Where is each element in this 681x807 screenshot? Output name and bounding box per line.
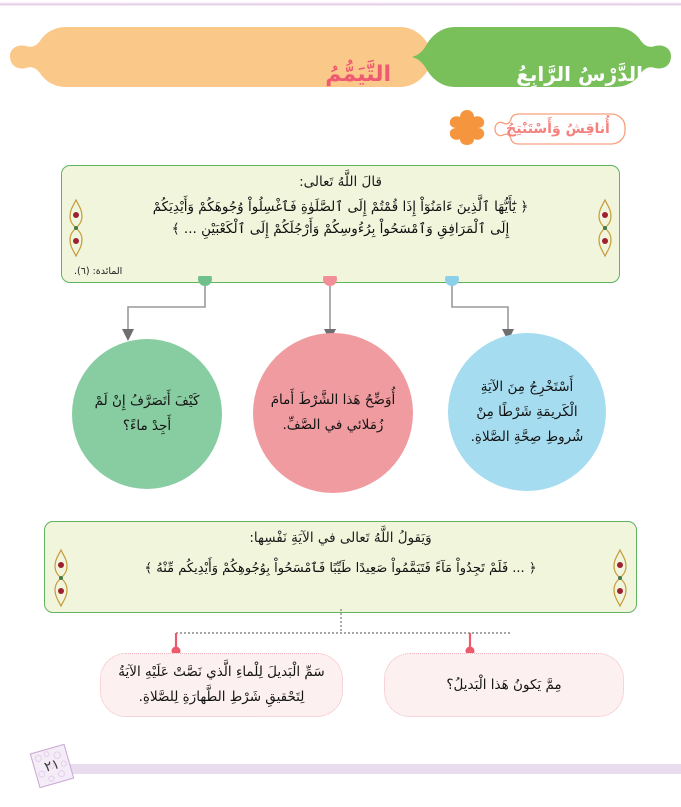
section-heading-discuss xyxy=(447,112,629,146)
lesson-title: التَّيَمُّمُ xyxy=(325,62,391,87)
connector-dot-pink xyxy=(323,276,337,286)
lesson-number-label: الدَّرْسُ الرَّابِعُ xyxy=(516,62,643,86)
connector-arrow-green xyxy=(122,329,134,341)
verse-citation: المائدة: (٦). xyxy=(74,266,123,277)
connector-dot-blue xyxy=(445,276,459,286)
footer-bar xyxy=(62,764,681,774)
connector-dot-green xyxy=(198,276,212,286)
task-box-substitute-source: مِمَّ يَكونُ هَذا الْبَديلُ؟ xyxy=(384,653,624,717)
verse-box-secondary xyxy=(44,521,637,613)
question-circle-blue: أَسْتَخْرِجُ مِنَ الآيَةِ الْكَريمَةِ شَرْطًا مِنْ شُروطِ صِحَّةِ الصَّلاةِ. xyxy=(448,333,606,491)
task-box-name-substitute: سَمِّ الْبَديلَ لِلْماءِ الَّذي نَصَّتْ عَلَيْهِ الآيَةُ لِتَحْقيقِ شَرْطِ الطَّهارَةِ لِلصَّلاةِ. xyxy=(100,653,343,717)
question-circle-green: كَيْفَ أَتَصَرَّفُ إِنْ لَمْ أَجِدْ ماءً؟ xyxy=(72,339,222,489)
page-number: ٢١ xyxy=(42,756,62,776)
page-number-badge xyxy=(30,744,75,789)
verse-intro-text: قالَ اللَّهُ تَعالى: xyxy=(299,174,382,190)
verse-line: ﴿ يَٰٓأَيُّهَا ٱلَّذِينَ ءَامَنُوٓاْ إِذَا قُمْتُمْ إِلَى ٱلصَّلَوٰةِ فَٱغْسِلُواْ وُجُوهَكُمْ وَأَيْدِيَكُمْ xyxy=(152,199,529,215)
verse-text-block xyxy=(62,196,619,240)
connector-group-bottom xyxy=(0,607,681,655)
verse-box-primary xyxy=(61,165,620,283)
quatrefoil-ornament-icon xyxy=(447,107,487,151)
verse-intro-text: وَيَقولُ اللَّهُ تَعالى في الآيَةِ نَفْسِها: xyxy=(249,530,432,546)
lesson-header xyxy=(0,22,681,92)
section-heading-label: أُناقِشُ وَأَسْتَنْتِجُ xyxy=(506,121,610,137)
verse-text-block xyxy=(45,558,636,580)
verse-line: إِلَى ٱلْمَرَافِقِ وَٱمْسَحُواْ بِرُءُوسِكُمْ وَأَرْجُلَكُمْ إِلَى ٱلْكَعْبَيْنِ ... ﴾ xyxy=(171,221,510,237)
question-circle-pink: أُوَضِّحُ هَذا الشَّرْطَ أَمامَ زُمَلائي في الصَّفِّ. xyxy=(253,333,413,493)
top-page-rule xyxy=(0,2,681,6)
section-heading-pill xyxy=(487,114,629,144)
verse-line: ﴿ ... فَلَمْ تَجِدُواْ مَآءً فَتَيَمَّمُواْ صَعِيدًا طَيِّبًا فَٱمْسَحُواْ بِوُجُوهِكُمْ وَأَيْدِيكُم مِّنْهُ ﴾ xyxy=(144,561,537,576)
